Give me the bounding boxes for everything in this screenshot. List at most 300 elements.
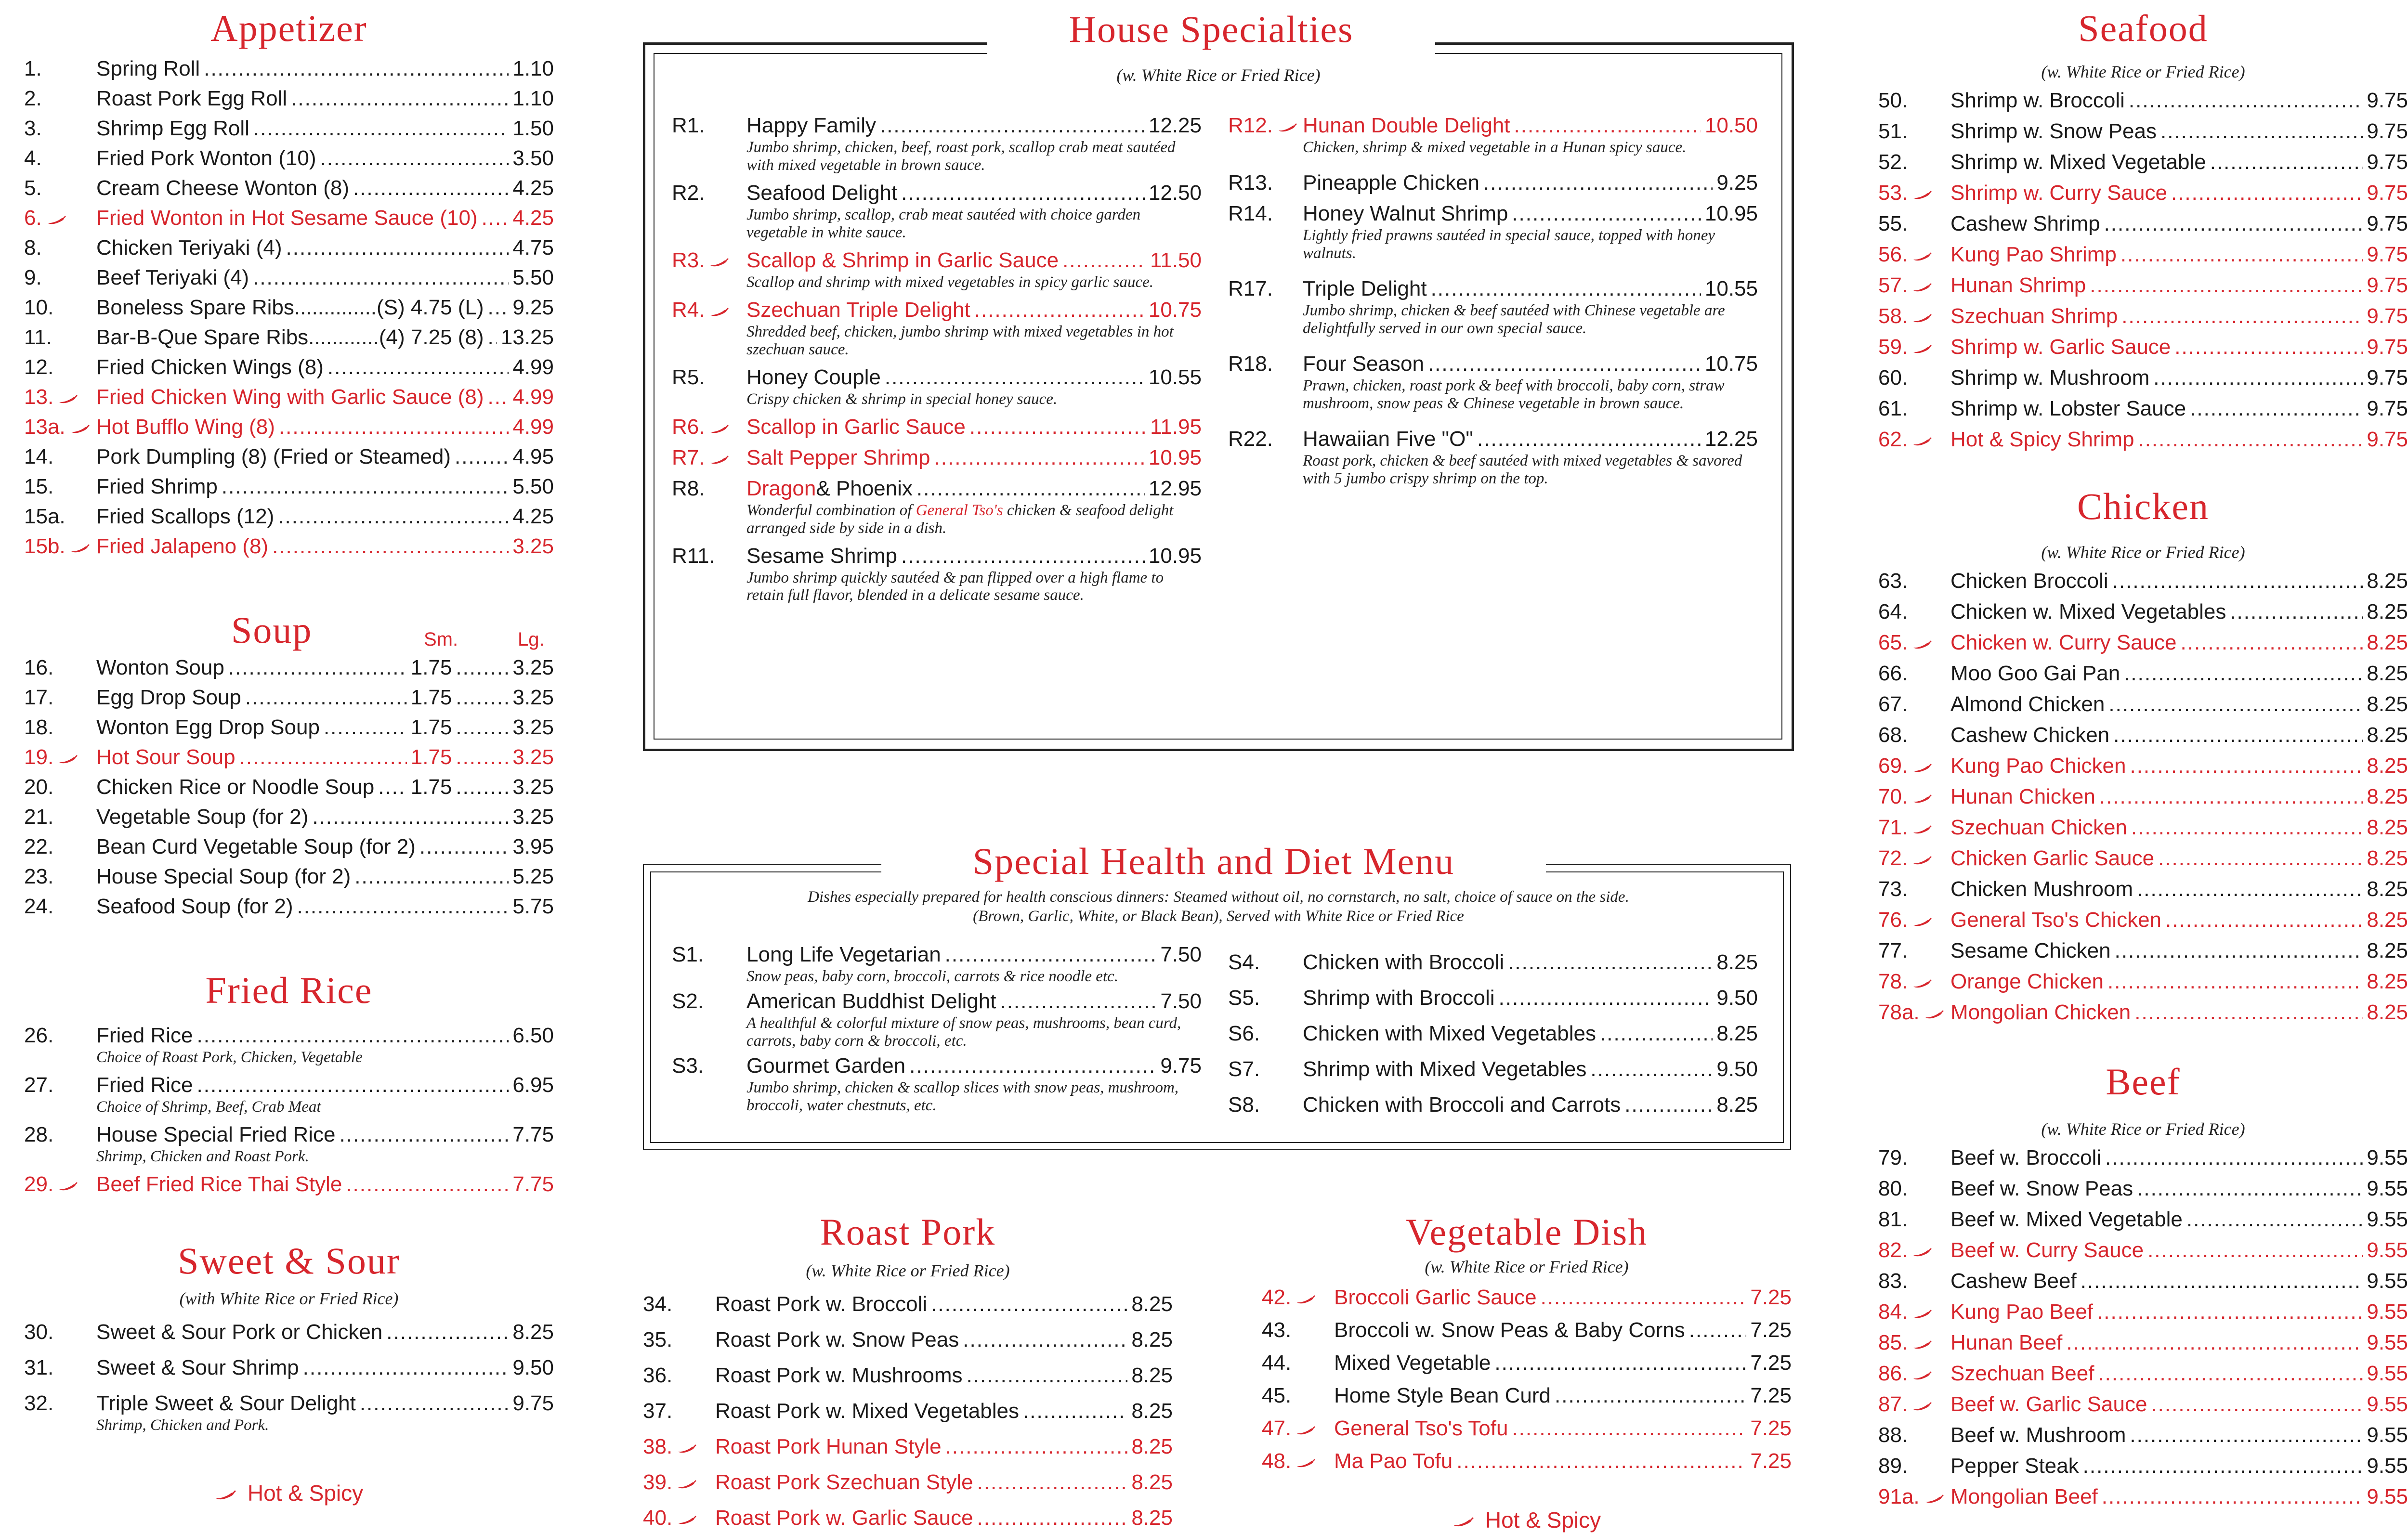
- menu-item: [24, 445, 554, 469]
- dot-leader: [2137, 877, 2363, 901]
- item-number: [1878, 1300, 1950, 1324]
- item-number: [1878, 1146, 1950, 1170]
- menu-item: [672, 943, 1202, 967]
- dot-leader: [456, 775, 509, 799]
- menu-item: [1878, 723, 2408, 747]
- item-price: 9.75: [2367, 335, 2408, 359]
- description-text: Jumbo shrimp quickly sautéed & pan flipped over a high flame to retain full flavor, blended in a delicate sesame sauce.: [746, 569, 1164, 604]
- item-number: [24, 1356, 96, 1380]
- dot-leader: [2186, 1208, 2363, 1232]
- item-price: 9.55: [2367, 1485, 2408, 1508]
- menu-item: [672, 365, 1202, 390]
- menu-item: [24, 296, 554, 320]
- item-price: 7.75: [512, 1122, 554, 1146]
- description-text: Jumbo shrimp, chicken & beef sautéed with Chinese vegetable are delightfully served in our own special sauce.: [1303, 301, 1725, 337]
- item-name: Beef w. Mixed Vegetable: [1950, 1208, 2183, 1231]
- pepper-icon: [1296, 1458, 1315, 1468]
- item-number: [1878, 181, 1950, 205]
- item-price: 7.25: [1750, 1416, 1792, 1440]
- item-name: Pepper Steak: [1950, 1454, 2079, 1478]
- item-number-text: 64.: [1878, 600, 1908, 624]
- appetizer-title: Appetizer: [210, 7, 367, 49]
- item-price: 4.25: [512, 505, 554, 528]
- description-text: Shrimp, Chicken and Roast Pork.: [96, 1147, 309, 1165]
- dot-leader: [2113, 723, 2363, 747]
- menu-item: [672, 415, 1202, 439]
- item-name: Home Style Bean Curd: [1334, 1384, 1551, 1407]
- item-price: 8.25: [2367, 754, 2408, 778]
- item-number: [643, 1364, 715, 1388]
- item-number-text: 20.: [24, 775, 54, 799]
- item-price: 10.75: [1148, 298, 1202, 322]
- vegetable-title: Vegetable Dish: [1405, 1211, 1648, 1253]
- item-number-text: R17.: [1228, 276, 1273, 300]
- item-price: 9.75: [2367, 119, 2408, 143]
- item-number-text: 85.: [1878, 1331, 1908, 1354]
- item-number: [1878, 428, 1950, 452]
- item-name: General Tso's Chicken: [1950, 908, 2162, 932]
- dot-leader: [931, 1292, 1127, 1316]
- item-number: [1878, 1331, 1950, 1355]
- item-price: 13.25: [500, 325, 554, 349]
- menu-item: [1228, 202, 1758, 226]
- menu-item: [643, 1399, 1173, 1423]
- item-number: [24, 325, 96, 350]
- item-name: Ma Pao Tofu: [1334, 1449, 1453, 1473]
- item-number-text: 15.: [24, 475, 54, 498]
- item-number: [672, 365, 746, 390]
- item-number: [24, 355, 96, 379]
- dot-leader: [2181, 631, 2363, 655]
- item-number: [1262, 1384, 1334, 1408]
- soup-header: [24, 611, 554, 650]
- item-number-text: 24.: [24, 895, 54, 918]
- menu-item: [1878, 970, 2408, 994]
- dot-leader: [320, 146, 509, 170]
- pepper-icon: [1912, 640, 1932, 650]
- dot-leader: [2097, 1300, 2363, 1324]
- dot-leader: [2083, 1454, 2363, 1478]
- item-number: [672, 477, 746, 501]
- menu-item: [643, 1506, 1173, 1530]
- item-name: Mongolian Chicken: [1950, 1000, 2131, 1024]
- item-number-text: 57.: [1878, 273, 1908, 297]
- item-number: [24, 445, 96, 469]
- item-name: Fried Chicken Wing with Garlic Sauce (8): [96, 385, 484, 409]
- dot-leader: [1062, 248, 1146, 273]
- dot-leader: [945, 943, 1157, 967]
- fried-rice-list: [24, 1024, 554, 1196]
- item-name: Fried Rice: [96, 1073, 193, 1097]
- item-price: 9.75: [2367, 428, 2408, 451]
- dot-leader: [2174, 335, 2363, 359]
- menu-item: [1878, 273, 2408, 298]
- item-name: Szechuan Chicken: [1950, 816, 2127, 839]
- menu-item: [24, 1123, 554, 1147]
- menu-item: [1228, 171, 1758, 195]
- item-name: Chicken with Broccoli: [1303, 950, 1505, 974]
- item-description: [96, 1049, 530, 1066]
- item-number-text: R2.: [672, 181, 705, 205]
- item-number: [672, 298, 746, 322]
- dot-leader: [2151, 1392, 2363, 1416]
- dot-leader: [1508, 950, 1713, 974]
- item-number: [1878, 304, 1950, 328]
- item-number: [24, 296, 96, 320]
- item-name: Wonton Egg Drop Soup: [96, 715, 320, 739]
- dot-leader: [488, 296, 509, 320]
- item-price-small: 1.75: [410, 686, 452, 709]
- item-number-text: 17.: [24, 686, 54, 709]
- menu-item: [1228, 1093, 1758, 1117]
- item-price: 9.75: [1160, 1053, 1202, 1078]
- item-number-text: 26.: [24, 1024, 54, 1047]
- chicken-title: Chicken: [2077, 485, 2209, 527]
- menu-item: [1878, 569, 2408, 593]
- menu-item: [643, 1470, 1173, 1494]
- menu-item: [1878, 304, 2408, 328]
- item-number-text: 87.: [1878, 1392, 1908, 1416]
- item-price: 3.25: [512, 534, 554, 558]
- item-price-large: 3.25: [512, 805, 554, 829]
- item-number-text: 35.: [643, 1328, 673, 1351]
- item-price: 4.99: [512, 355, 554, 379]
- dot-leader: [253, 117, 509, 141]
- item-number: [643, 1292, 715, 1316]
- roast-pork-list: [643, 1292, 1173, 1530]
- item-price-large: 3.25: [512, 656, 554, 679]
- item-price: 8.25: [2367, 970, 2408, 993]
- item-name: Shrimp w. Mushroom: [1950, 366, 2150, 390]
- dot-leader: [1023, 1399, 1127, 1423]
- item-price: 4.99: [512, 385, 554, 409]
- pepper-icon: [1912, 979, 1932, 988]
- menu-item: [24, 805, 554, 829]
- dot-leader: [360, 1391, 509, 1416]
- item-name: General Tso's Tofu: [1334, 1416, 1508, 1440]
- item-number: [24, 57, 96, 81]
- item-number-text: 36.: [643, 1364, 673, 1387]
- item-price: 9.55: [2367, 1392, 2408, 1416]
- dot-leader: [2099, 785, 2363, 809]
- item-number: [1878, 243, 1950, 267]
- item-number: [24, 505, 96, 529]
- item-number: [1878, 816, 1950, 840]
- menu-item: [24, 686, 554, 710]
- menu-item: [1878, 1331, 2408, 1355]
- chicken-subtitle: (w. White Rice or Fried Rice): [2041, 543, 2245, 562]
- item-name: Chicken Broccoli: [1950, 569, 2108, 593]
- pepper-icon: [677, 1515, 696, 1525]
- item-number: [1878, 785, 1950, 809]
- item-name: Wonton Soup: [96, 656, 224, 679]
- item-number-text: 58.: [1878, 304, 1908, 328]
- item-number-text: 4.: [24, 146, 42, 170]
- dot-leader: [353, 176, 509, 200]
- item-number-text: 52.: [1878, 150, 1908, 174]
- item-description: [746, 1014, 1190, 1050]
- soup-list: [24, 656, 554, 919]
- item-number: [1878, 754, 1950, 778]
- item-number: [24, 1123, 96, 1147]
- menu-item: [1878, 877, 2408, 901]
- hot-spicy-legend-mid: [1262, 1507, 1792, 1533]
- item-number-text: S4.: [1228, 950, 1260, 974]
- item-number: [1878, 1000, 1950, 1025]
- item-number-text: R11.: [672, 544, 715, 568]
- dot-leader: [1512, 1416, 1746, 1441]
- dot-leader: [2115, 939, 2363, 963]
- item-number: [1878, 877, 1950, 901]
- seafood-title: Seafood: [2078, 7, 2208, 49]
- item-number-text: 22.: [24, 835, 54, 858]
- description-text: Jumbo shrimp, chicken & scallop slices with snow peas, mushroom, broccoli, water chestnuts, etc.: [746, 1078, 1179, 1114]
- item-price: 9.55: [2367, 1454, 2408, 1478]
- item-number: [1878, 397, 1950, 421]
- item-number: [24, 775, 96, 799]
- item-price: 7.25: [1750, 1318, 1792, 1342]
- item-number-text: 44.: [1262, 1351, 1292, 1375]
- item-price: 7.50: [1160, 989, 1202, 1013]
- item-number: [1878, 1177, 1950, 1201]
- item-number-text: 15b.: [24, 534, 65, 558]
- item-price: 8.25: [1131, 1364, 1173, 1387]
- item-number-text: R12.: [1228, 114, 1273, 137]
- pepper-icon: [1296, 1295, 1315, 1304]
- menu-item: [1878, 366, 2408, 390]
- legend-text: Hot & Spicy: [247, 1480, 364, 1506]
- menu-item: [24, 745, 554, 769]
- health-right-list: [1228, 939, 1758, 1117]
- pepper-icon: [1912, 856, 1932, 865]
- item-number-text: 78a.: [1878, 1000, 1920, 1024]
- description-text: Snow peas, baby corn, broccoli, carrots & rice noodle etc.: [746, 968, 1119, 985]
- item-number-text: 65.: [1878, 631, 1908, 654]
- menu-item: [1878, 150, 2408, 174]
- item-name: Shrimp Egg Roll: [96, 117, 249, 140]
- menu-item: [1878, 1269, 2408, 1293]
- item-number: [1228, 950, 1303, 974]
- item-number-text: 61.: [1878, 397, 1908, 420]
- item-name: Fried Shrimp: [96, 475, 218, 498]
- dot-leader: [456, 745, 509, 769]
- description-text: Choice of Roast Pork, Chicken, Vegetable: [96, 1049, 363, 1066]
- item-price: 11.50: [1150, 248, 1202, 272]
- item-price: 4.25: [512, 176, 554, 200]
- pepper-icon: [709, 307, 729, 317]
- item-price: 9.55: [2367, 1146, 2408, 1169]
- menu-item: [24, 57, 554, 81]
- item-name: Roast Pork Egg Roll: [96, 87, 288, 110]
- menu-item: [1878, 181, 2408, 205]
- item-number: [1878, 939, 1950, 963]
- item-number: [1228, 1093, 1303, 1117]
- pepper-icon: [1912, 1309, 1932, 1319]
- dot-leader: [2230, 600, 2363, 624]
- item-name: Szechuan Triple Delight: [746, 298, 970, 322]
- item-description: [1303, 139, 1746, 156]
- item-number-text: 55.: [1878, 212, 1908, 235]
- item-number-text: 37.: [643, 1399, 673, 1423]
- item-price-large: 3.25: [512, 775, 554, 799]
- dot-leader: [977, 1470, 1128, 1494]
- menu-item: [24, 146, 554, 170]
- item-description: [1303, 302, 1746, 338]
- item-name: Broccoli Garlic Sauce: [1334, 1286, 1537, 1309]
- item-price: 8.25: [1716, 1022, 1758, 1045]
- item-number-text: 28.: [24, 1122, 54, 1146]
- item-name: Chicken w. Mixed Vegetables: [1950, 600, 2226, 624]
- menu-item: [1228, 352, 1758, 376]
- item-number-text: 91a.: [1878, 1485, 1920, 1508]
- item-name: Kung Pao Beef: [1950, 1300, 2094, 1324]
- item-number-text: 21.: [24, 805, 54, 829]
- pepper-icon: [709, 455, 729, 465]
- item-number-text: 45.: [1262, 1384, 1292, 1407]
- item-number-text: 12.: [24, 355, 54, 379]
- description-text: Roast pork, chicken & beef sautéed with mixed vegetables & savored with 5 jumbo crispy shrimp on the top.: [1303, 452, 1742, 487]
- item-number-text: 78.: [1878, 970, 1908, 993]
- item-number: [24, 534, 96, 559]
- item-number-text: 31.: [24, 1355, 54, 1379]
- item-number-text: R3.: [672, 248, 705, 272]
- item-number-text: 43.: [1262, 1318, 1292, 1342]
- house-left-list: [672, 107, 1202, 609]
- item-name: Hunan Shrimp: [1950, 273, 2086, 297]
- item-name: Fried Jalapeno (8): [96, 534, 269, 558]
- item-description: [96, 1098, 530, 1116]
- dot-leader: [2107, 970, 2363, 994]
- menu-item: [1262, 1416, 1792, 1441]
- item-number-text: R18.: [1228, 351, 1273, 376]
- dot-leader: [2147, 1238, 2363, 1262]
- menu-item: [1878, 692, 2408, 716]
- item-number: [1878, 600, 1950, 624]
- pepper-icon: [1296, 1426, 1315, 1435]
- item-name: Shrimp w. Garlic Sauce: [1950, 335, 2171, 359]
- item-number: [1878, 692, 1950, 716]
- item-name: American Buddhist Delight: [746, 989, 996, 1013]
- item-price: 9.55: [2367, 1331, 2408, 1354]
- item-name: Chicken with Broccoli and Carrots: [1303, 1093, 1621, 1117]
- item-number: [24, 1391, 96, 1416]
- item-number-text: 66.: [1878, 662, 1908, 685]
- menu-item: [24, 266, 554, 290]
- item-number: [24, 176, 96, 200]
- item-price: 8.25: [1716, 1093, 1758, 1117]
- item-price: 9.75: [2367, 273, 2408, 297]
- item-name: Beef Teriyaki (4): [96, 266, 249, 289]
- item-description: [746, 502, 1190, 537]
- pepper-icon: [1912, 794, 1932, 804]
- item-name: Fried Pork Wonton (10): [96, 146, 316, 170]
- house-right-list: [1228, 107, 1758, 502]
- item-number-text: 63.: [1878, 569, 1908, 593]
- menu-item: [1878, 335, 2408, 359]
- item-number-text: R14.: [1228, 201, 1273, 225]
- dot-leader: [197, 1073, 509, 1097]
- item-price: 5.50: [512, 266, 554, 289]
- item-number: [24, 117, 96, 141]
- dot-leader: [253, 266, 509, 290]
- item-number-text: 82.: [1878, 1238, 1908, 1262]
- dot-leader: [2158, 846, 2363, 870]
- dot-leader: [2104, 212, 2363, 236]
- legend-text: Hot & Spicy: [1485, 1507, 1601, 1533]
- item-number-text: 73.: [1878, 877, 1908, 901]
- menu-item: [1878, 939, 2408, 963]
- pepper-icon: [1912, 1340, 1932, 1350]
- dot-leader: [2121, 304, 2363, 328]
- item-name: Almond Chicken: [1950, 692, 2105, 716]
- item-price: 1.50: [512, 117, 554, 140]
- item-price-large: 3.25: [512, 715, 554, 739]
- menu-item: [1878, 1485, 2408, 1509]
- item-price: 8.25: [2367, 877, 2408, 901]
- dot-leader: [286, 236, 509, 260]
- dot-leader: [204, 57, 509, 81]
- description-text: Choice of Shrimp, Beef, Crab Meat: [96, 1098, 321, 1116]
- item-number-text: R8.: [672, 476, 705, 500]
- item-number-text: 10.: [24, 296, 54, 319]
- item-number: [672, 446, 746, 470]
- item-name: Beef Fried Rice Thai Style: [96, 1172, 342, 1196]
- dot-leader: [2120, 243, 2363, 267]
- item-price: 9.75: [2367, 89, 2408, 112]
- item-name: Chicken Teriyaki (4): [96, 236, 282, 260]
- item-number: [24, 1172, 96, 1196]
- description-text: Wonderful combination of: [746, 501, 916, 519]
- menu-item: [24, 206, 554, 230]
- item-number: [1878, 970, 1950, 994]
- item-price: 10.55: [1704, 276, 1758, 300]
- item-price: 5.50: [512, 475, 554, 498]
- dot-leader: [977, 1506, 1128, 1530]
- pepper-icon: [1912, 1247, 1932, 1257]
- menu-item: [672, 446, 1202, 470]
- item-price: 4.75: [512, 236, 554, 260]
- item-number: [1262, 1318, 1334, 1342]
- pepper-icon: [677, 1480, 696, 1489]
- item-price: 10.95: [1148, 544, 1202, 568]
- item-price: 9.75: [2367, 181, 2408, 205]
- item-number: [1878, 119, 1950, 143]
- item-price: 8.25: [1716, 950, 1758, 974]
- menu-item: [24, 415, 554, 439]
- menu-item: [672, 298, 1202, 322]
- dot-leader: [278, 505, 509, 529]
- description-text: A healthful & colorful mixture of snow peas, mushrooms, bean curd, carrots, baby corn & broccoli, etc.: [746, 1014, 1181, 1050]
- item-name: Chicken with Mixed Vegetables: [1303, 1022, 1596, 1045]
- item-number-text: 32.: [24, 1391, 54, 1415]
- dot-leader: [419, 835, 509, 859]
- item-price: 12.25: [1148, 114, 1202, 137]
- sweet-sour-subtitle: (with White Rice or Fried Rice): [179, 1288, 399, 1308]
- item-number-text: 14.: [24, 445, 54, 468]
- item-price-large: 3.25: [512, 745, 554, 769]
- pepper-icon: [215, 1490, 236, 1500]
- item-number: [1228, 277, 1303, 301]
- item-name: Boneless Spare Ribs..............(S) 4.75 (L): [96, 296, 484, 319]
- item-number-text: 40.: [643, 1506, 673, 1530]
- dot-leader: [2165, 908, 2363, 932]
- item-price: 6.50: [512, 1024, 554, 1047]
- pepper-icon: [1912, 344, 1932, 354]
- item-number: [24, 475, 96, 499]
- dot-leader: [2124, 662, 2363, 686]
- item-number: [1878, 569, 1950, 593]
- dot-leader: [1512, 202, 1701, 226]
